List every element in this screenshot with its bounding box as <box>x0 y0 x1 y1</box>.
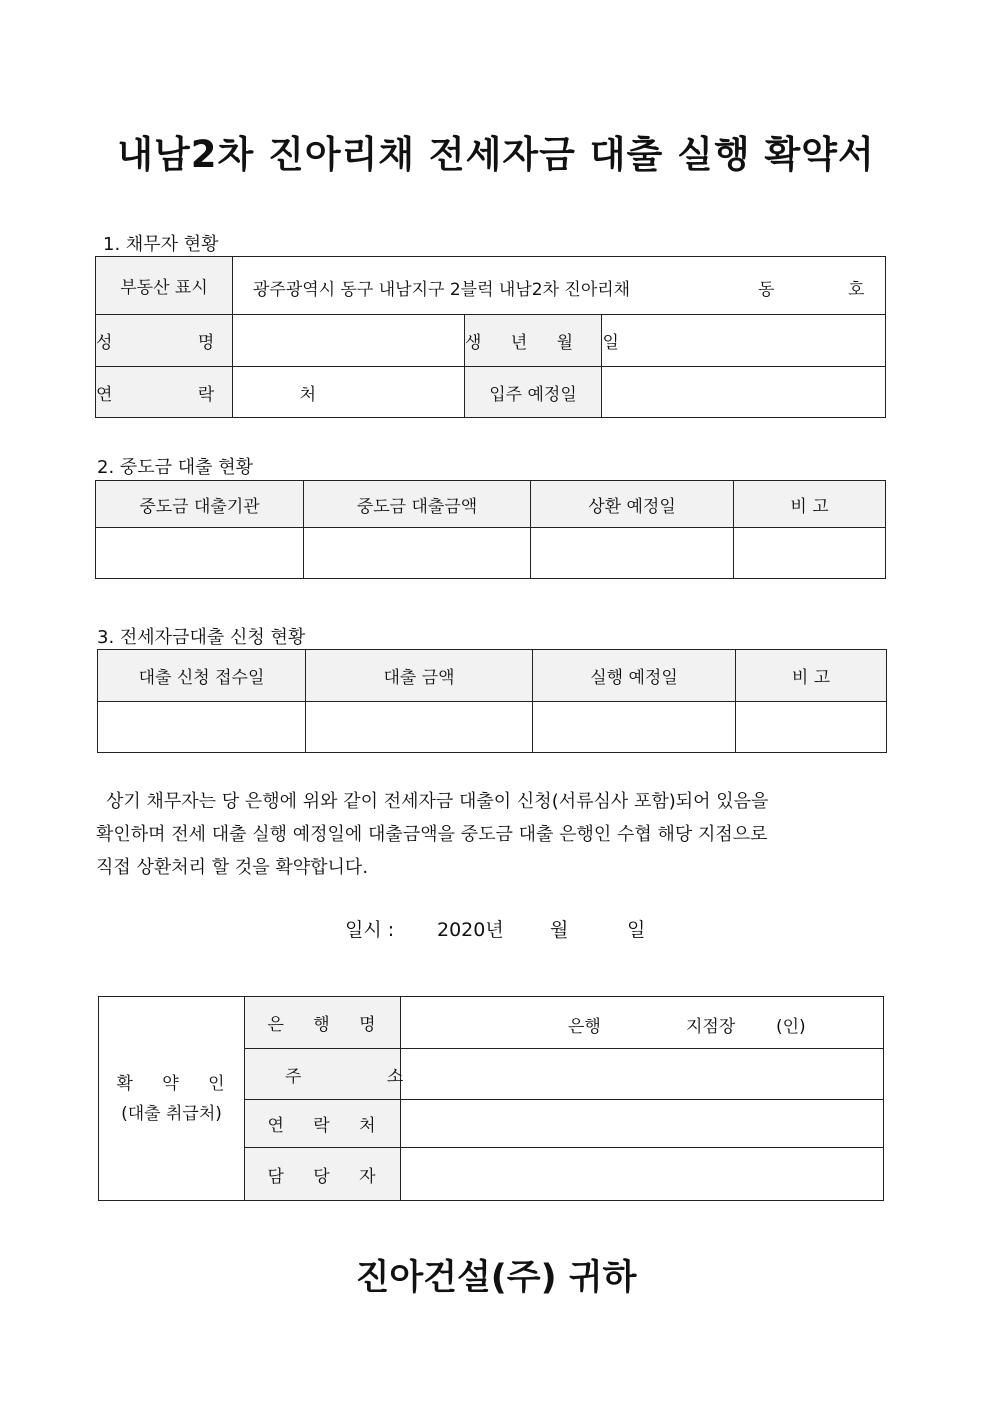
address-label: 주 소 <box>245 1049 401 1100</box>
property-value: 광주광역시 동구 내남지구 2블럭 내남2차 진아리채 <box>253 280 631 300</box>
bank-word: 은행 <box>568 1017 601 1037</box>
remarks-header: 비 고 <box>734 481 886 528</box>
jeonse-loan-table <box>97 649 887 753</box>
section1-label: 1. 채무자 현황 <box>103 234 219 255</box>
remarks-header: 비 고 <box>736 650 887 702</box>
property-cell <box>233 257 886 315</box>
interim-amount-header: 중도금 대출금액 <box>304 481 531 528</box>
date-day: 일 <box>627 919 646 941</box>
date-month: 월 <box>550 919 569 941</box>
name-field[interactable] <box>233 315 465 367</box>
birth-label: 생 년 월 일 <box>465 315 602 367</box>
date-label: 일시 : <box>345 919 395 941</box>
debtor-table <box>95 256 886 418</box>
manager-field[interactable] <box>401 1148 884 1201</box>
section2-label: 2. 중도금 대출 현황 <box>97 457 254 478</box>
statement-paragraph <box>96 785 886 884</box>
interim-lender-header: 중도금 대출기관 <box>96 481 304 528</box>
movein-field[interactable] <box>602 367 886 418</box>
statement-line-2: 확인하며 전세 대출 실행 예정일에 대출금액을 중도금 대출 은행인 수협 해당 지점으로 <box>96 824 768 845</box>
date-year: 2020년 <box>437 919 504 941</box>
address-field[interactable] <box>401 1049 884 1100</box>
ho-label: 호 <box>848 280 865 300</box>
name-label: 성 명 <box>96 315 233 367</box>
promisor-cell <box>99 997 245 1201</box>
contact-label: 연 락 처 <box>96 367 233 418</box>
branch-manager-word: 지점장 <box>686 1017 736 1037</box>
addressee: 진아건설(주) 귀하 <box>355 1258 637 1298</box>
promisor-contact-label: 연 락 처 <box>245 1100 401 1148</box>
birth-field[interactable] <box>602 315 886 367</box>
interim-loan-table <box>95 480 886 579</box>
promisor-table <box>98 996 884 1201</box>
statement-line-1: 상기 채무자는 당 은행에 위와 같이 전세자금 대출이 신청(서류심사 포함)되어 있음을 <box>106 791 769 812</box>
movein-label: 입주 예정일 <box>465 367 602 418</box>
remarks-field[interactable] <box>734 528 886 579</box>
bank-name-label: 은 행 명 <box>245 997 401 1049</box>
promisor-label: 확 약 인 <box>116 1073 237 1094</box>
statement-line-3: 직접 상환처리 할 것을 확약합니다. <box>96 857 369 878</box>
repayment-date-field[interactable] <box>531 528 734 579</box>
promisor-contact-field[interactable] <box>401 1100 884 1148</box>
section3-label: 3. 전세자금대출 신청 현황 <box>97 627 306 648</box>
manager-label: 담 당 자 <box>245 1148 401 1201</box>
interim-amount-field[interactable] <box>304 528 531 579</box>
loan-amount-field[interactable] <box>306 702 533 753</box>
property-label: 부동산 표시 <box>96 257 233 315</box>
execution-date-header: 실행 예정일 <box>533 650 736 702</box>
application-date-header: 대출 신청 접수일 <box>98 650 306 702</box>
remarks-field[interactable] <box>736 702 887 753</box>
seal-mark: (인) <box>776 1017 806 1037</box>
loan-amount-header: 대출 금액 <box>306 650 533 702</box>
dong-label: 동 <box>758 280 775 300</box>
interim-lender-field[interactable] <box>96 528 304 579</box>
execution-date-field[interactable] <box>533 702 736 753</box>
promisor-sublabel: (대출 취급처) <box>121 1103 222 1124</box>
bank-name-field[interactable] <box>401 997 884 1049</box>
document-title: 내남2차 진아리채 전세자금 대출 실행 확약서 <box>117 133 875 176</box>
application-date-field[interactable] <box>98 702 306 753</box>
repayment-date-header: 상환 예정일 <box>531 481 734 528</box>
